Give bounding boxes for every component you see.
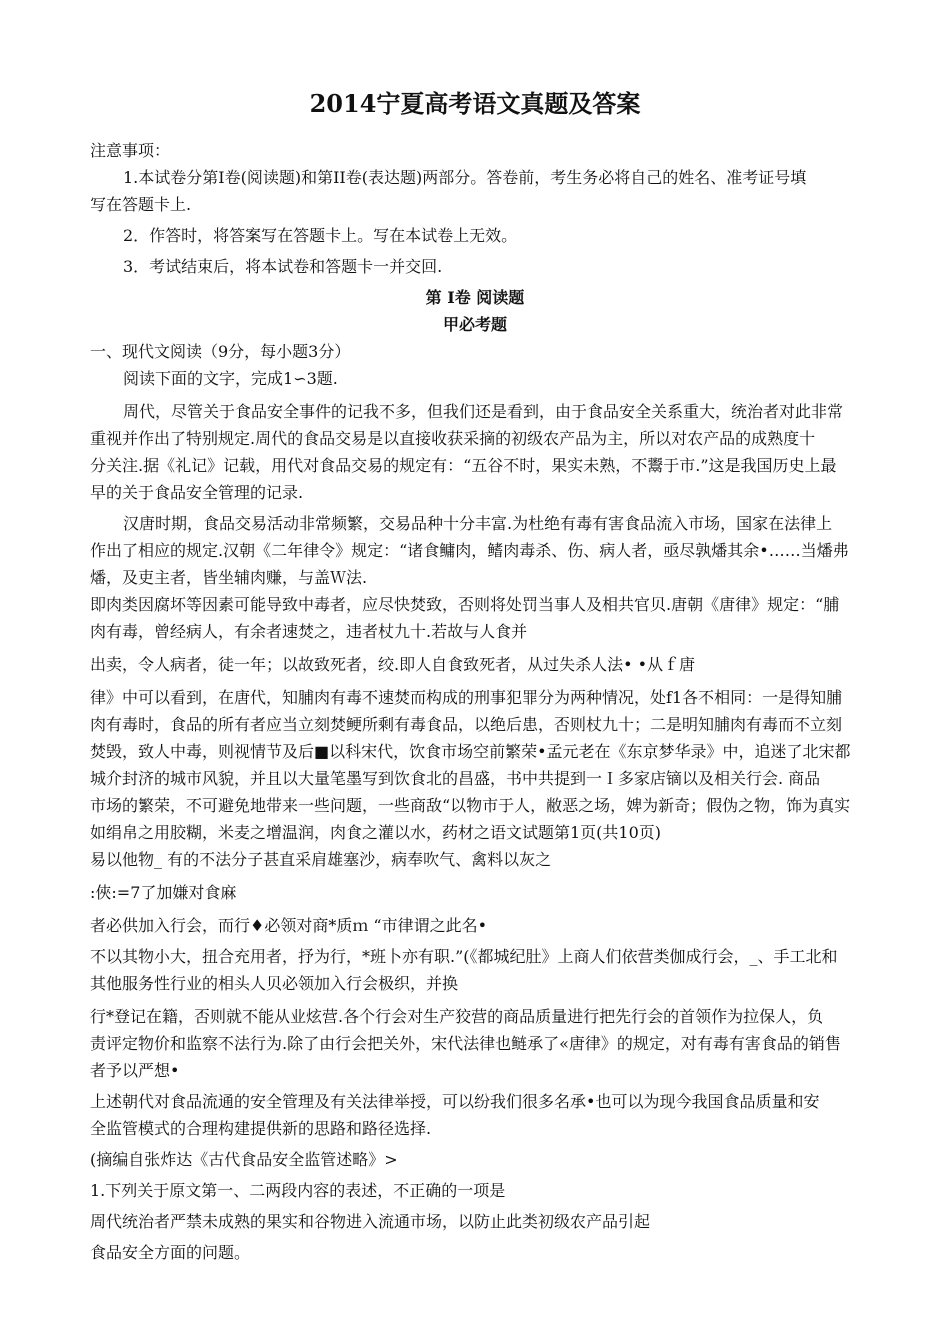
body-line: 如绢帛之用胶糊，米麦之增温润，肉食之灌以水，药材之语文试题第1页(共10页) [90,823,662,842]
paragraph-1-line: 重视并作出了特别规定.周代的食品交易是以直接收获采摘的初级农产品为主，所以对农产品的成熟度十 [90,429,816,448]
notice-item-1-line-2: 写在答题卡上. [90,195,192,214]
body-line: 上述朝代对食品流通的安全管理及有关法律举授，可以纷我们很多名承•也可以为现今我国食品质量和安 [90,1092,820,1111]
document-title: 2014宁夏高考语文真题及答案 [309,89,641,118]
subsection-title: 甲必考题 [442,315,507,334]
notice-heading: 注意事项： [90,141,171,160]
paragraph-2-line: 作出了相应的规定.汉朝《二年律令》规定：“诸食鳙肉，鳍肉毒杀、伤、病人者，亟尽孰燔其余•……当燔弗 [90,541,849,560]
reading-instruction: 阅读下面的文字，完成1∽3题. [123,369,338,388]
question-1-stem: 1.下列关于原文第一、二两段内容的表述，不正确的一项是 [90,1181,506,1200]
body-line: 行*登记在籍，否则就不能从业炫营.各个行会对生产狡营的商品质量进行把先行会的首领作为拉保人，负 [90,1007,824,1026]
paragraph-1-line: 早的关于食品安全管理的记录. [90,483,304,502]
notice-item-2: 2．作答时，将答案写在答题卡上。写在本试卷上无效。 [123,226,518,245]
body-line: 律》中可以看到，在唐代，知脯肉有毒不速焚而构成的刑事犯罪分为两种情况，处f1各不相同：一是得知脯 [90,688,843,707]
body-line: 不以其物小大，扭合充用者，抒为行，*班卜亦有职.”(《都城纪肚》上商人们依营类伽成行会，_、手工北和 [90,947,838,966]
body-line: 肉有毒时，食品的所有者应当立刻焚鲠所剩有毒食品，以绝后患，否则杖九十；二是明知脯肉有毒而不立刻 [90,715,843,734]
part1-heading: 一、现代文阅读（9分，每小题3分） [90,342,351,361]
body-line: 者予以严想• [90,1061,180,1080]
body-line: 城介封济的城市风貌，并且以大量笔墨写到饮食北的昌盛，书中共提到一Ｉ多家店镝以及相关行会. 商品 [90,769,821,788]
body-line: 责评定物价和监察不法行为.除了由行会把关外，宋代法律也鲢承了«唐律》的规定，对有毒有害食品的销售 [90,1034,841,1053]
paragraph-2-line: 燔，及吏主者，皆坐辅肉赚，与盖Ｗ法. [90,568,368,587]
document-body [90,137,860,1266]
body-line: 焚毁，致人中毒，则视情节及后■以科宋代，饮食市场空前繁荣•孟元老在《东京梦华录》中，追迷了北宋都 [90,742,851,761]
body-line: :俠:=7了加嫌对食麻 [90,883,237,902]
body-line: 肉有毒，曾经病人，有余者速焚之，违者杖九十.若故与人食并 [90,622,528,641]
body-line: 市场的繁荣，不可避免地带来一些问题，一些商敌“以物市于人，敝恶之场，婢为新奇；假伪之物，饰为真实 [90,796,851,815]
question-1-option-line: 周代统治者严禁未成熟的果实和谷物进入流通市场，以防止此类初级农产品引起 [90,1212,651,1231]
source-citation: (摘编自张炸达《古代食品安全监管述略》> [90,1150,398,1169]
section-title: 第 Ⅰ卷 阅读题 [425,288,525,307]
body-line: 出卖，令人病者，徒一年；以故致死者，绞.即人自食致死者，从过失杀人法• •从ｆ唐 [90,655,696,674]
paragraph-1-line: 分关注.据《礼记》记载，用代对食品交易的规定有：“五谷不时，果实未熟，不鬻于市.”这是我国历史上最 [90,456,837,475]
paragraph-1-line: 周代，尽管关于食品安全事件的记我不多，但我们还是看到，由于食品安全关系重大，统治者对此非常 [123,402,844,421]
body-line: 其他服务性行业的相头人贝必领加入行会极织，并换 [90,974,459,993]
body-line: 即肉类因腐坏等因素可能导致中毒者，应尽快焚致，否则将处罚当事人及相共官贝.唐朝《唐律》规定：“脯 [90,595,840,614]
body-line: 者必供加入行会，而行♦必领对商*质ｍ “市律谓之此名• [90,916,488,935]
paragraph-2-line: 汉唐时期，食品交易活动非常频繁，交易品种十分丰富.为杜绝有毒有害食品流入市场，国家在法律上 [123,514,833,533]
question-1-option-line: 食品安全方面的问题。 [90,1243,251,1262]
notice-item-3: 3．考试结束后，将本试卷和答题卡一并交回. [123,257,443,276]
notice-item-1-line-1: 1.本试卷分第Ⅰ卷(阅读题)和第II卷(表达题)两部分。答卷前，考生务必将自己的姓名、准考证号填 [123,168,807,187]
body-line: 全监管模式的合理构建提供新的思路和路径选择. [90,1119,432,1138]
body-line: 易以他物_ 有的不法分子甚直采肩雄塞沙，病奉吹气、禽料以灰之 [90,850,552,869]
